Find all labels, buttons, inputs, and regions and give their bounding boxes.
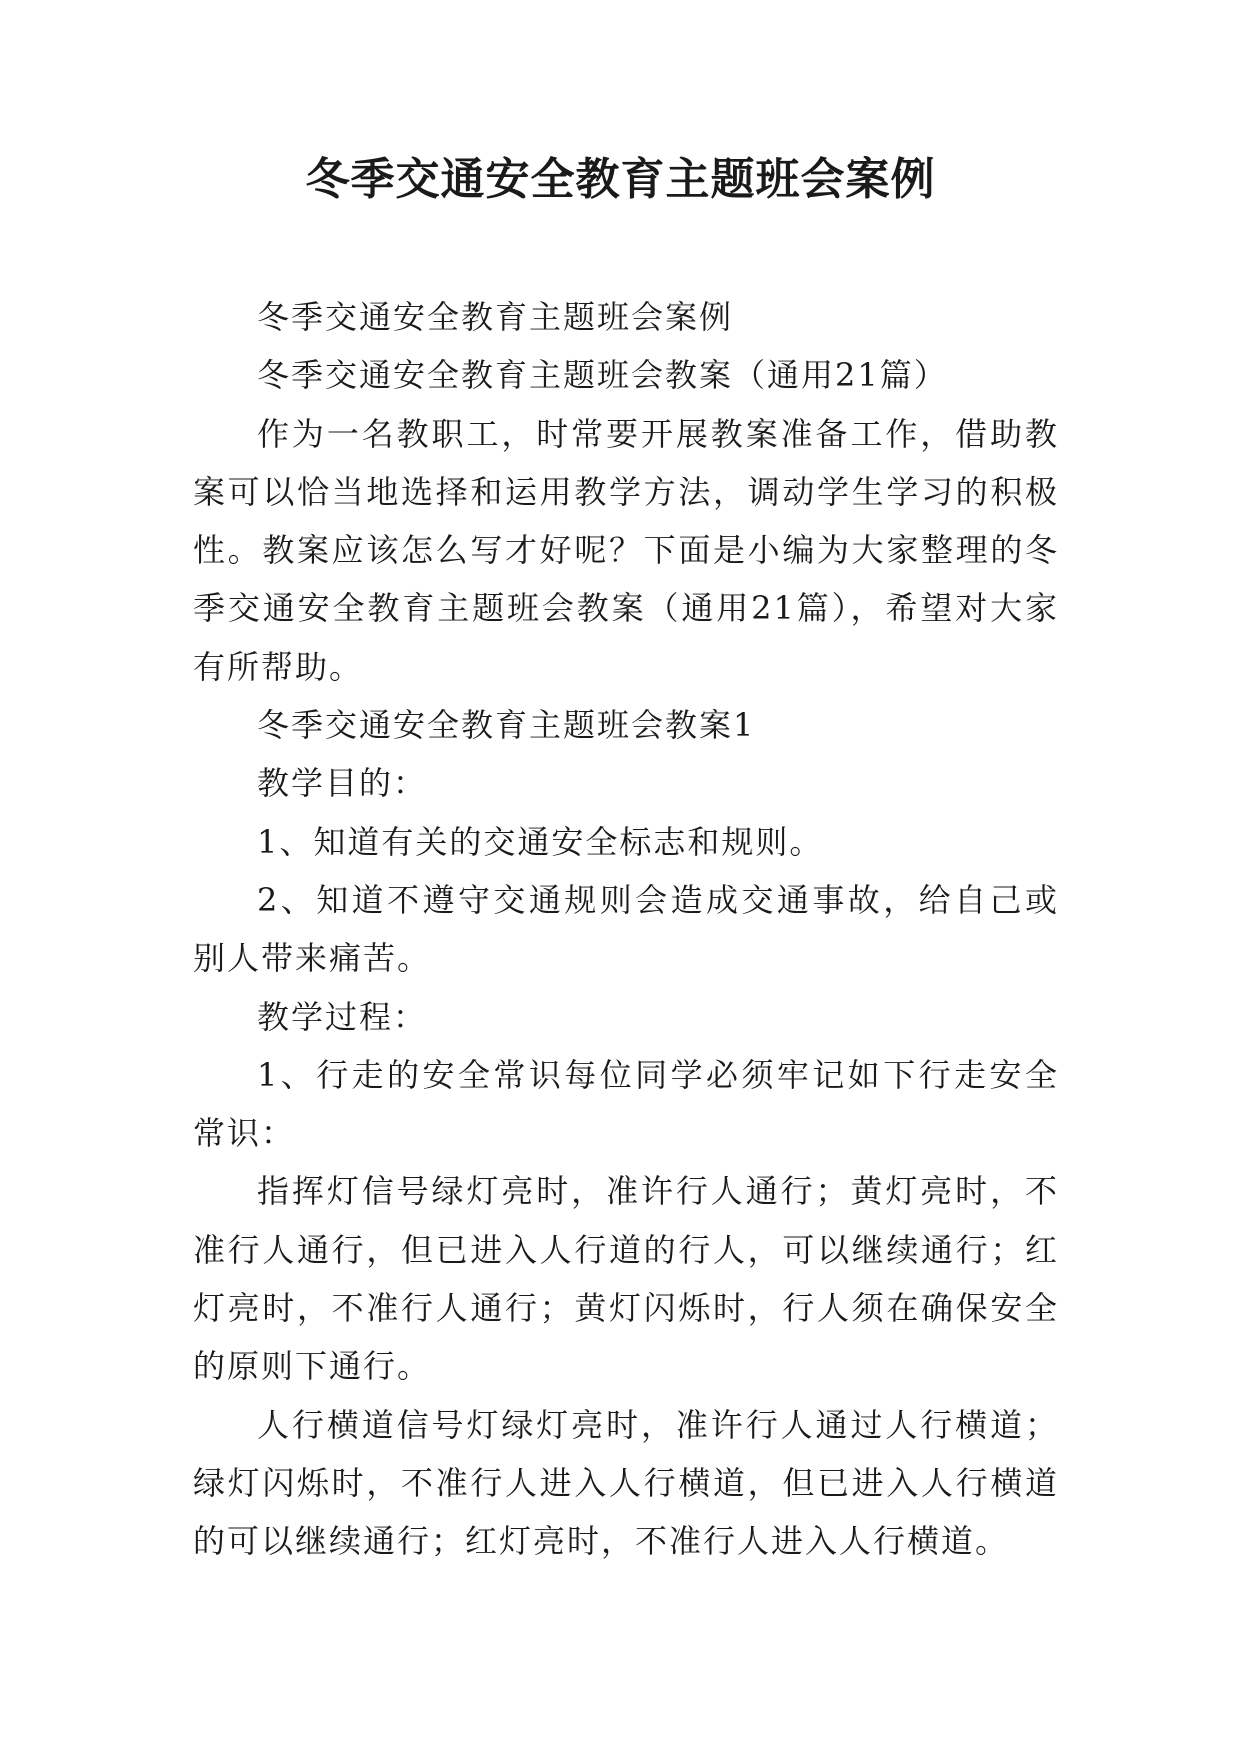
paragraph-signal-lights: 指挥灯信号绿灯亮时，准许行人通行；黄灯亮时，不准行人通行，但已进入人行道的行人，可以继续通行；红灯亮时，不准行人通行；黄灯闪烁时，行人须在确保安全的原则下通行。 [193, 1172, 1059, 1386]
section-heading-1: 冬季交通安全教育主题班会教案1 [257, 706, 756, 745]
document-title: 冬季交通安全教育主题班会案例 [305, 154, 936, 205]
purpose-item-1: 1、知道有关的交通安全标志和规则。 [257, 822, 824, 861]
document-body [193, 288, 1059, 1571]
paragraph-heading: 冬季交通安全教育主题班会教案（通用21篇） [257, 356, 948, 395]
paragraph-intro: 作为一名教职工，时常要开展教案准备工作，借助教案可以恰当地选择和运用教学方法，调动学生学习的积极性。教案应该怎么写才好呢？下面是小编为大家整理的冬季交通安全教育主题班会教案（通用21篇），希望对大家有所帮助。 [193, 414, 1059, 686]
teaching-purpose-label: 教学目的： [257, 764, 428, 803]
paragraph-subtitle: 冬季交通安全教育主题班会案例 [257, 298, 734, 336]
paragraph-crosswalk-lights: 人行横道信号灯绿灯亮时，准许行人通过人行横道；绿灯闪烁时，不准行人进入人行横道，但已进入人行横道的可以继续通行；红灯亮时，不准行人进入人行横道。 [193, 1405, 1059, 1561]
process-item-1: 1、行走的安全常识每位同学必须牢记如下行走安全常识： [193, 1055, 1059, 1153]
teaching-process-label: 教学过程： [257, 997, 428, 1036]
purpose-item-2: 2、知道不遵守交通规则会造成交通事故，给自己或别人带来痛苦。 [193, 880, 1059, 978]
